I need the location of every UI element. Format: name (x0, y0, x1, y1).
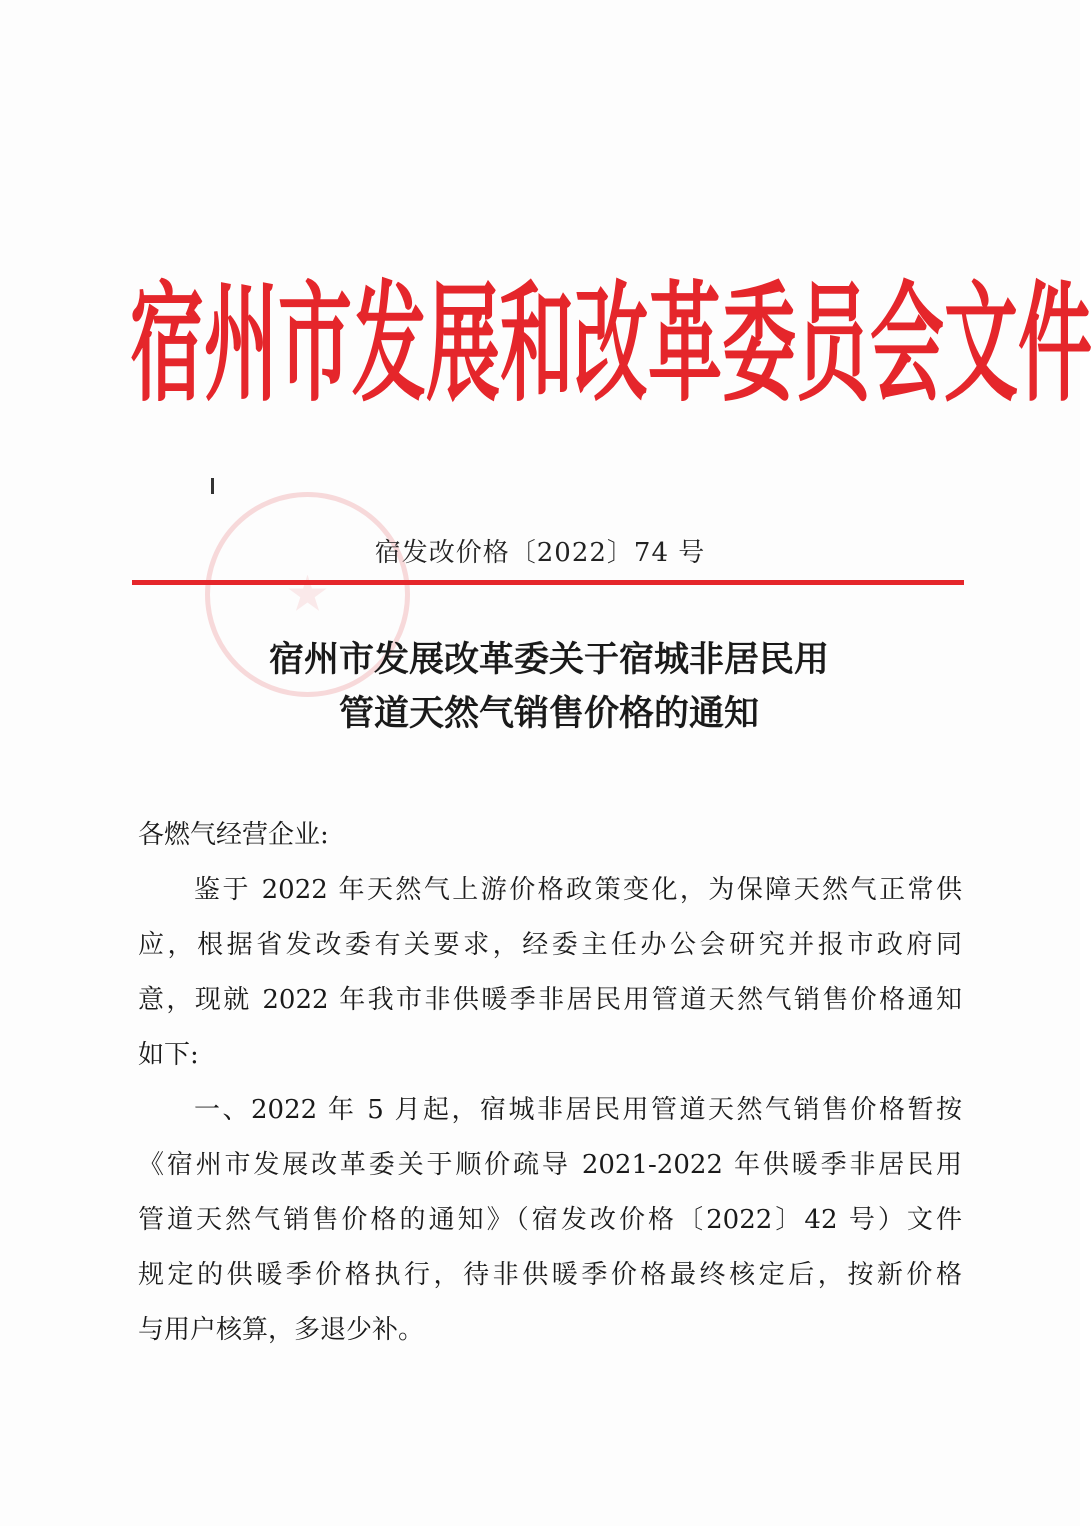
title-line-1: 宿州市发展改革委关于宿城非居民用 (268, 640, 829, 680)
masthead-char: 文 (944, 269, 1018, 421)
document-title (0, 633, 1080, 741)
masthead-char: 委 (722, 269, 796, 421)
masthead-char: 改 (574, 269, 648, 421)
red-divider-line (132, 580, 964, 585)
masthead-char: 会 (870, 269, 944, 421)
masthead-char: 和 (500, 269, 574, 421)
masthead-char: 员 (796, 269, 870, 421)
masthead-char: 市 (278, 269, 352, 421)
paragraph-1-line: 鉴于 2022 年天然气上游价格政策变化，为保障天然气正常供 (194, 875, 962, 905)
paragraph-2-line: 与用户核算，多退少补。 (138, 1315, 425, 1345)
paragraph-1-line: 意，现就 2022 年我市非供暖季非居民用管道天然气销售价格通知 (138, 985, 962, 1015)
paragraph-2-line: 规定的供暖季价格执行，待非供暖季价格最终核定后，按新价格 (138, 1260, 962, 1290)
paragraph-2-line: 管道天然气销售价格的通知》（宿发改价格〔2022〕42 号）文件 (138, 1205, 962, 1235)
masthead-char: 革 (648, 269, 722, 421)
masthead (130, 269, 1092, 421)
masthead-char: 发 (352, 269, 426, 421)
document-number: 宿发改价格〔2022〕74 号 (374, 538, 706, 568)
masthead-char: 宿 (130, 269, 204, 421)
paragraph-1-line: 应，根据省发改委有关要求，经委主任办公会研究并报市政府同 (138, 930, 962, 960)
paragraph-2-line: 《宿州市发展改革委关于顺价疏导 2021-2022 年供暖季非居民用 (138, 1150, 962, 1180)
salutation: 各燃气经营企业: (138, 820, 329, 850)
masthead-char: 州 (204, 269, 278, 421)
ink-mark (211, 478, 214, 494)
document-body (138, 808, 962, 1358)
paragraph-2-line: 一、2022 年 5 月起，宿城非居民用管道天然气销售价格暂按 (194, 1095, 962, 1125)
masthead-char: 件 (1018, 269, 1092, 421)
title-line-2: 管道天然气销售价格的通知 (338, 694, 759, 734)
paragraph-1-line: 如下: (138, 1040, 199, 1070)
masthead-char: 展 (426, 269, 500, 421)
